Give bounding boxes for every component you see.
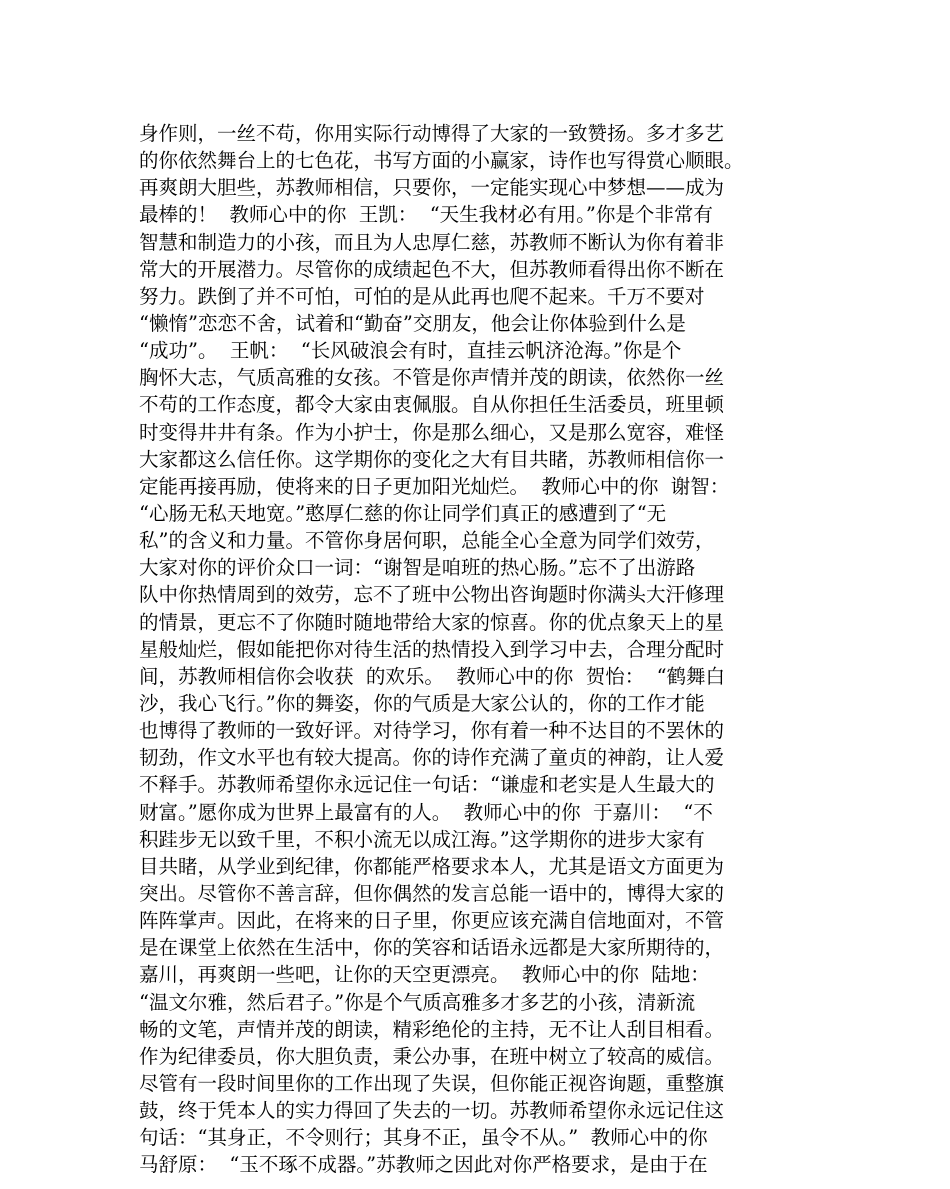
text-line: 努力。跌倒了并不可怕，可怕的是从此再也爬不起来。千万不要对 [139,284,705,308]
text-line: 鼓，终于凭本人的实力得回了失去的一切。苏教师希望你永远记住这 [139,1099,725,1123]
text-line: 作为纪律委员，你大胆负责，秉公办事，在班中树立了较高的威信。 [139,1044,725,1068]
text-line: 不释手。苏教师希望你永远记住一句话：“谦虚和老实是人生最大的 [139,773,715,797]
text-line: 积跬步无以致千里，不积小流无以成江海。”这学期你的进步大家有 [139,827,705,851]
text-line: 智慧和制造力的小孩，而且为人忠厚仁慈，苏教师不断认为你有着非 [139,230,725,254]
text-line: 时变得井井有条。作为小护士，你是那么细心，又是那么宽容，难怪 [139,420,725,444]
text-line: 队中你热情周到的效劳，忘不了班中公物出咨询题时你满头大汗修理 [139,583,725,607]
text-line: 再爽朗大胆些，苏教师相信，只要你，一定能实现心中梦想——成为 [139,176,725,200]
text-line: 也博得了教师的一致好评。对待学习，你有着一种不达目的不罢休的 [139,719,725,743]
text-line: 马舒原： “玉不琢不成器。”苏教师之因此对你严格要求，是由于在 [139,1153,708,1177]
text-line: 最棒的！ 教师心中的你 王凯： “天生我材必有用。”你是个非常有 [139,203,713,227]
text-line: 私”的含义和力量。不管你身居何职，总能全心全意为同学们效劳， [139,529,715,553]
text-line: 大家对你的评价众口一词：“谢智是咱班的热心肠。”忘不了出游路 [139,556,696,580]
text-line: 大家都这么信任你。这学期你的变化之大有目共睹，苏教师相信你一 [139,447,725,471]
text-line: 的你依然舞台上的七色花，书写方面的小赢家，诗作也写得赏心顺眼。 [139,149,744,173]
text-line: “懒惰”恋恋不舍，试着和“勤奋”交朋友，他会让你体验到什么是 [139,311,686,335]
text-line: 的情景，更忘不了你随时随地带给大家的惊喜。你的优点象天上的星 [139,610,725,634]
text-line: 句话：“其身正，不令则行；其身不正，虽令不从。” 教师心中的你 [139,1126,708,1150]
text-line: 目共睹，从学业到纪律，你都能严格要求本人，尤其是语文方面更为 [139,854,725,878]
text-line: 星般灿烂，假如能把你对待生活的热情投入到学习中去，合理分配时 [139,637,725,661]
text-line: 财富。”愿你成为世界上最富有的人。 教师心中的你 于嘉川： “不 [139,800,713,824]
text-line: 身作则，一丝不苟，你用实际行动博得了大家的一致赞扬。多才多艺 [139,122,725,145]
text-line: 常大的开展潜力。尽管你的成绩起色不大，但苏教师看得出你不断在 [139,257,725,281]
text-line: 定能再接再励，使将来的日子更加阳光灿烂。 教师心中的你 谢智： [139,474,730,498]
text-line: “成功”。 王帆： “长风破浪会有时，直挂云帆济沧海。”你是个 [139,339,682,363]
text-line: 突出。尽管你不善言辞，但你偶然的发言总能一语中的，博得大家的 [139,881,725,905]
text-line: 是在课堂上依然在生活中，你的笑容和话语永远都是大家所期待的， [139,936,725,960]
text-line: 沙，我心飞行。”你的舞姿，你的气质是大家公认的，你的工作才能 [139,691,705,715]
text-line: 不苟的工作态度，都令大家由衷佩服。自从你担任生活委员，班里顿 [139,393,725,417]
text-line: “心肠无私天地宽。”憨厚仁慈的你让同学们真正的感遭到了“无 [139,501,667,525]
text-line: 韧劲，作文水平也有较大提高。你的诗作充满了童贞的神韵，让人爱 [139,746,725,770]
text-line: 嘉川，再爽朗一些吧，让你的天空更漂亮。 教师心中的你 陆地： [139,963,710,987]
text-line: 畅的文笔，声情并茂的朗读，精彩绝伦的主持，无不让人刮目相看。 [139,1017,725,1041]
body-text [139,120,819,1178]
text-line: 胸怀大志，气质高雅的女孩。不管是你声情并茂的朗读，依然你一丝 [139,366,725,390]
text-line: 阵阵掌声。因此，在将来的日子里，你更应该充满自信地面对，不管 [139,909,725,933]
text-line: 间，苏教师相信你会收获 的欢乐。 教师心中的你 贺怡： “鹤舞白 [139,664,726,688]
text-line: 尽管有一段时间里你的工作出现了失误，但你能正视咨询题，重整旗 [139,1071,725,1095]
text-line: “温文尔雅，然后君子。”你是个气质高雅多才多艺的小孩，清新流 [139,990,696,1014]
